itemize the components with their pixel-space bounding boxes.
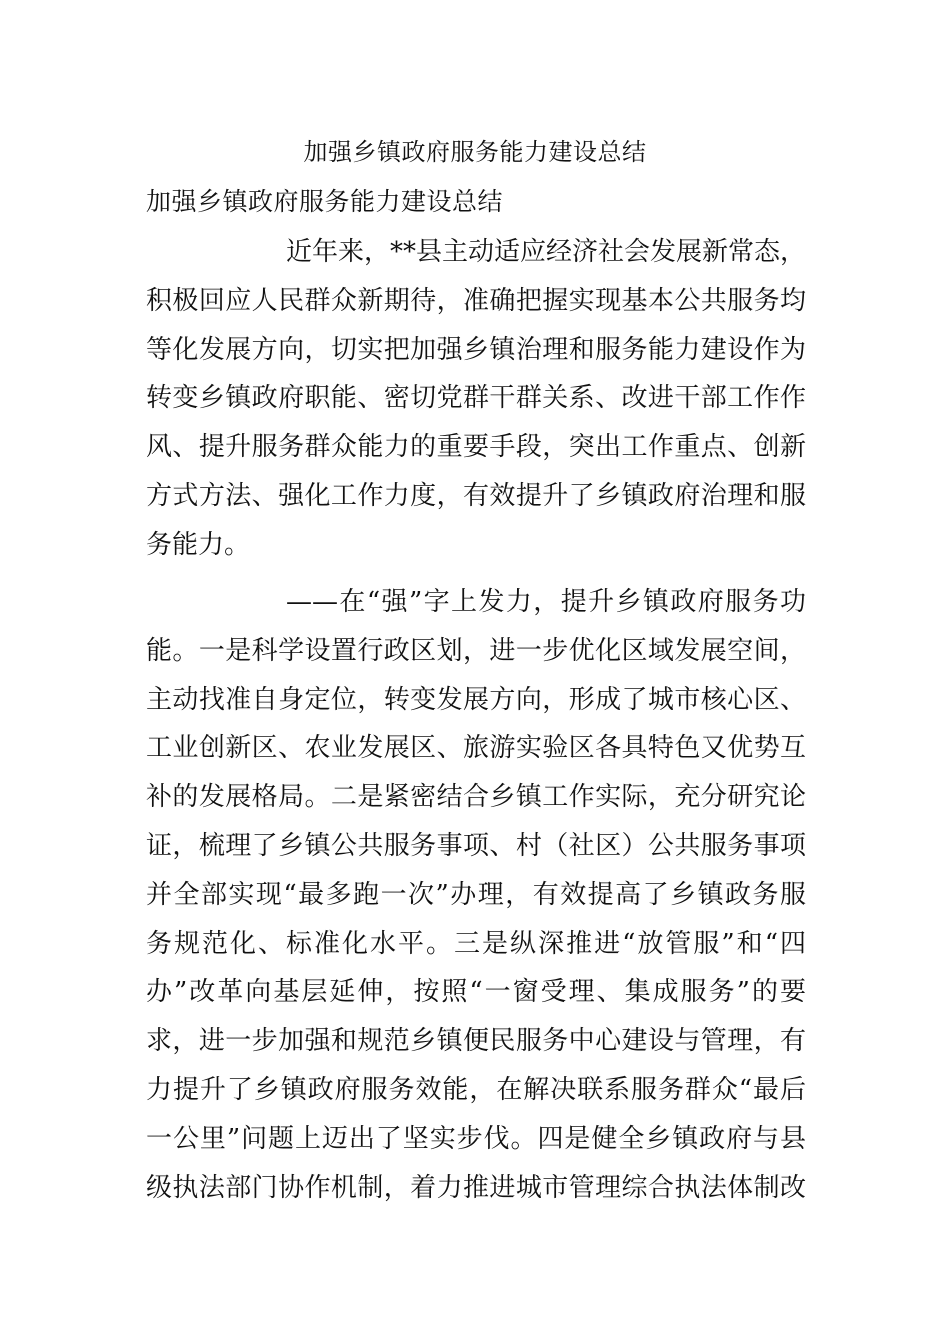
paragraph-line: 补的发展格局。二是紧密结合乡镇工作实际，充分研究论: [146, 782, 806, 813]
paragraph-line: 近年来，**县主动适应经济社会发展新常态，: [286, 237, 807, 267]
paragraph-line: 务能力。: [146, 529, 251, 560]
paragraph-line: 务规范化、标准化水平。三是纵深推进“放管服”和“四: [146, 928, 806, 959]
paragraph-intro: [146, 228, 806, 570]
paragraph-line: 等化发展方向，切实把加强乡镇治理和服务能力建设作为: [146, 334, 806, 365]
paragraph-line: 转变乡镇政府职能、密切党群干群关系、改进干部工作作: [146, 383, 806, 414]
paragraph-line: 主动找准自身定位，转变发展方向，形成了城市核心区、: [146, 684, 806, 715]
paragraph-line: 级执法部门协作机制，着力推进城市管理综合执法体制改: [146, 1172, 806, 1203]
document-subtitle: 加强乡镇政府服务能力建设总结: [146, 187, 504, 216]
document-title: 加强乡镇政府服务能力建设总结: [303, 138, 647, 166]
paragraph-line: 积极回应人民群众新期待，准确把握实现基本公共服务均: [146, 285, 806, 316]
paragraph-line: 力提升了乡镇政府服务效能，在解决联系服务群众“最后: [146, 1074, 806, 1105]
paragraph-line: 一公里”问题上迈出了坚实步伐。四是健全乡镇政府与县: [146, 1123, 806, 1154]
paragraph-line: 并全部实现“最多跑一次”办理，有效提高了乡镇政务服: [146, 879, 806, 910]
paragraph-line: 证，梳理了乡镇公共服务事项、村（社区）公共服务事项: [146, 830, 806, 861]
paragraph-strengthen: [146, 578, 806, 1212]
paragraph-line: 工业创新区、农业发展区、旅游实验区各具特色又优势互: [146, 733, 806, 764]
paragraph-line: 方式方法、强化工作力度，有效提升了乡镇政府治理和服: [146, 480, 806, 511]
paragraph-line: 能。一是科学设置行政区划，进一步优化区域发展空间，: [146, 635, 806, 666]
paragraph-line: ——在“强”字上发力，提升乡镇政府服务功: [286, 587, 806, 617]
paragraph-line: 办”改革向基层延伸，按照“一窗受理、集成服务”的要: [146, 977, 806, 1008]
paragraph-line: 求，进一步加强和规范乡镇便民服务中心建设与管理，有: [146, 1026, 806, 1057]
paragraph-line: 风、提升服务群众能力的重要手段，突出工作重点、创新: [146, 432, 806, 463]
